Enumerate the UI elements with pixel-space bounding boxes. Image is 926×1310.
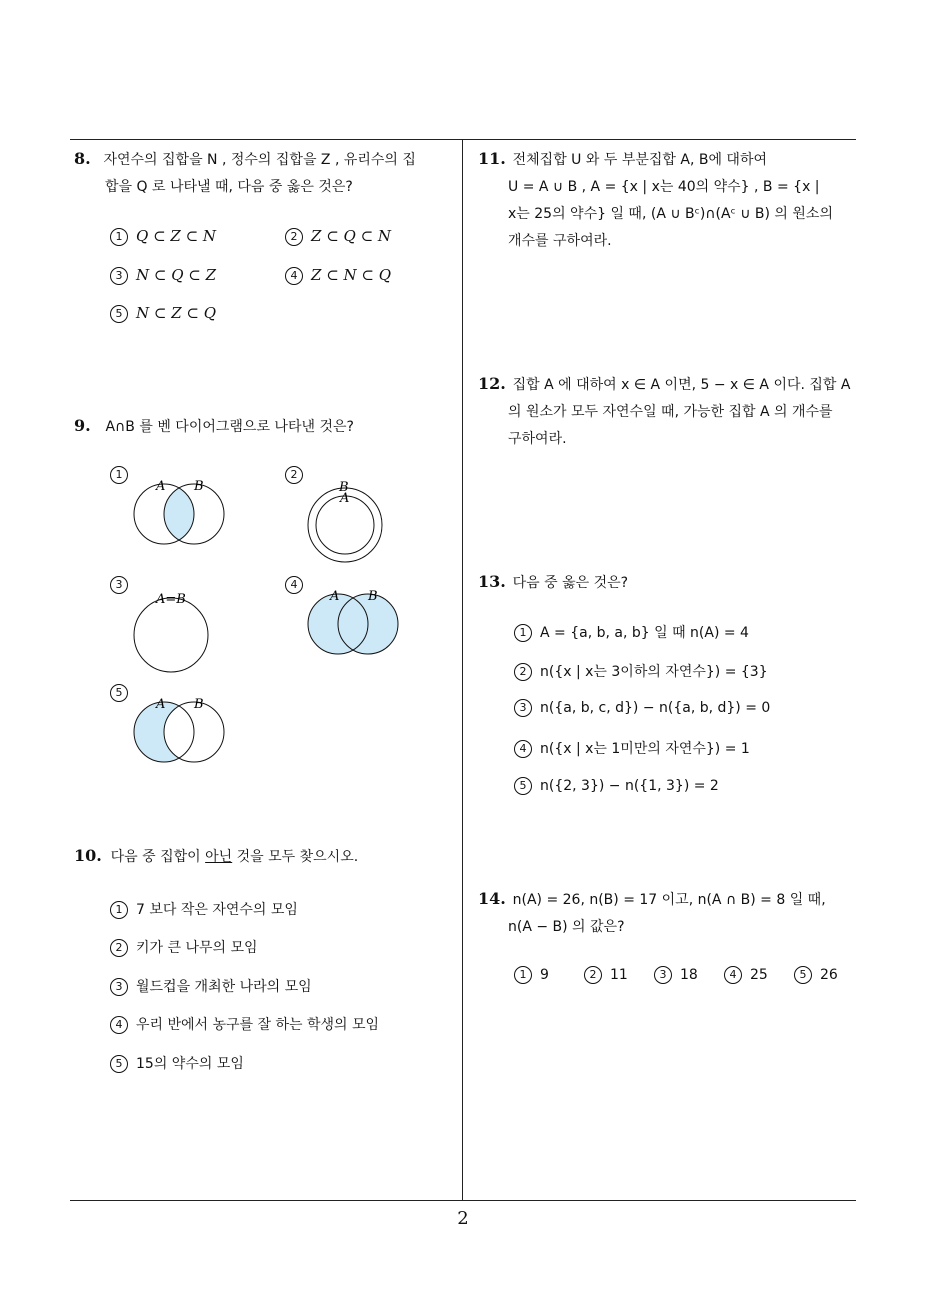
question-number: 13.: [478, 572, 506, 591]
column-divider: [462, 139, 463, 1201]
venn-diagram-1[interactable]: [126, 476, 236, 548]
question-number: 8.: [74, 149, 91, 168]
question-stem-line: n(A − B) 의 값은?: [508, 919, 625, 935]
venn-diagram-4[interactable]: [300, 586, 410, 658]
question-stem-line: U = A ∪ B , A = {x | x는 40의 약수} , B = {x |: [508, 179, 820, 195]
question-number: 10.: [74, 846, 102, 865]
venn-diagram-3[interactable]: [126, 588, 216, 674]
choice-number: 1: [110, 466, 128, 484]
set-a-label: A: [340, 491, 350, 506]
set-ab-circle: [134, 598, 208, 672]
choice-number: 3: [110, 978, 128, 996]
choice-number: 5: [794, 966, 812, 984]
option-text: 15의 약수의 모임: [136, 1056, 244, 1072]
question-9: [74, 413, 459, 440]
question-stem-line: 합을 Q 로 나타낼 때, 다음 중 옳은 것은?: [105, 179, 353, 195]
choice-number: 1: [514, 624, 532, 642]
option-4[interactable]: [724, 966, 768, 984]
option-text: 9: [540, 967, 549, 983]
bottom-rule: [70, 1200, 856, 1201]
question-14: [478, 886, 863, 940]
question-number: 12.: [478, 374, 506, 393]
option-4[interactable]: [110, 1014, 379, 1034]
question-number: 11.: [478, 149, 506, 168]
option-text: N ⊂ Q ⊂ Z: [136, 266, 217, 284]
choice-number: 4: [110, 1016, 128, 1034]
option-3[interactable]: [514, 699, 770, 717]
choice-number: 2: [514, 663, 532, 681]
option-1[interactable]: [514, 966, 549, 984]
option-1[interactable]: [110, 899, 298, 919]
choice-number: 5: [110, 1055, 128, 1073]
set-b-label: B: [339, 480, 349, 495]
set-a-label: A: [156, 697, 166, 712]
option-text: 월드컵을 개최한 나라의 모임: [136, 979, 312, 995]
option-text: n({x | x는 1미만의 자연수}) = 1: [540, 741, 750, 757]
option-2[interactable]: [514, 661, 768, 681]
choice-number: 2: [584, 966, 602, 984]
option-4[interactable]: [514, 738, 750, 758]
option-text: 18: [680, 967, 698, 983]
question-number: 14.: [478, 889, 506, 908]
option-2[interactable]: [584, 966, 628, 984]
option-text: 26: [820, 967, 838, 983]
venn-diagram-5[interactable]: [126, 694, 236, 766]
choice-number: 2: [285, 466, 303, 484]
option-5[interactable]: [514, 777, 719, 795]
option-2[interactable]: [285, 227, 391, 246]
choice-number: 5: [514, 777, 532, 795]
choice-number: 1: [110, 228, 128, 246]
set-a-label: A: [330, 589, 340, 604]
option-5[interactable]: [794, 966, 838, 984]
question-stem-line: x는 25의 약수} 일 때, (A ∪ Bᶜ)∩(Aᶜ ∪ B) 의 원소의: [508, 206, 833, 222]
question-stem-pre: 다음 중 집합이: [110, 849, 206, 865]
set-b-label: B: [194, 479, 204, 494]
set-b-label: B: [368, 589, 378, 604]
question-stem-line: 집합 A 에 대하여 x ∈ A 이면, 5 − x ∈ A 이다. 집합 A: [512, 377, 851, 393]
choice-number: 1: [514, 966, 532, 984]
option-4[interactable]: [285, 266, 391, 285]
choice-number: 3: [110, 267, 128, 285]
question-stem-underlined: 아닌: [205, 849, 233, 865]
question-stem: A∩B 를 벤 다이어그램으로 나타낸 것은?: [105, 419, 354, 435]
choice-number: 2: [110, 939, 128, 957]
option-text: N ⊂ Z ⊂ Q: [136, 304, 217, 322]
option-text: A = {a, b, a, b} 일 때 n(A) = 4: [540, 625, 749, 641]
option-text: Z ⊂ N ⊂ Q: [311, 266, 392, 284]
choice-number: 2: [285, 228, 303, 246]
set-ab-label: A=B: [156, 592, 186, 607]
option-5[interactable]: [110, 304, 216, 323]
option-text: n({a, b, c, d}) − n({a, b, d}) = 0: [540, 700, 771, 716]
option-text: Z ⊂ Q ⊂ N: [311, 227, 392, 245]
choice-number: 5: [110, 305, 128, 323]
choice-number: 4: [285, 267, 303, 285]
option-text: 25: [750, 967, 768, 983]
question-stem-post: 것을 모두 찾으시오.: [232, 849, 359, 865]
question-13: [478, 569, 863, 596]
page-number: 2: [457, 1208, 469, 1229]
option-1[interactable]: [110, 227, 216, 246]
option-text: 우리 반에서 농구를 잘 하는 학생의 모임: [136, 1017, 380, 1033]
question-stem-line: 자연수의 집합을 N , 정수의 집합을 Z , 유리수의 집: [103, 152, 416, 168]
choice-number: 4: [724, 966, 742, 984]
option-text: 키가 큰 나무의 모임: [136, 940, 258, 956]
choice-number: 4: [285, 576, 303, 594]
question-stem: 다음 중 옳은 것은?: [512, 575, 629, 591]
option-3[interactable]: [110, 976, 312, 996]
top-rule: [70, 139, 856, 140]
option-3[interactable]: [110, 266, 216, 285]
option-text: n({x | x는 3이하의 자연수}) = {3}: [540, 664, 768, 680]
set-a-label: A: [156, 479, 166, 494]
question-number: 9.: [74, 416, 91, 435]
question-stem-line: 개수를 구하여라.: [508, 233, 612, 249]
set-b-label: B: [194, 697, 204, 712]
choice-number: 5: [110, 684, 128, 702]
choice-number: 3: [654, 966, 672, 984]
choice-number: 1: [110, 901, 128, 919]
option-text: Q ⊂ Z ⊂ N: [136, 227, 217, 245]
question-8: [74, 146, 459, 200]
question-12: [478, 371, 863, 452]
option-text: 11: [610, 967, 628, 983]
choice-number: 4: [514, 740, 532, 758]
question-stem-line: 전체집합 U 와 두 부분집합 A, B에 대하여: [512, 152, 767, 168]
option-2[interactable]: [110, 937, 258, 957]
question-11: [478, 146, 863, 254]
option-1[interactable]: [514, 622, 749, 642]
option-5[interactable]: [110, 1053, 244, 1073]
option-3[interactable]: [654, 966, 698, 984]
question-stem-line: 구하여라.: [508, 431, 567, 447]
question-10: [74, 843, 459, 870]
venn-diagram-2[interactable]: [300, 478, 390, 564]
question-stem-line: 의 원소가 모두 자연수일 때, 가능한 집합 A 의 개수를: [508, 404, 833, 420]
option-text: 7 보다 작은 자연수의 모임: [136, 902, 298, 918]
question-stem-line: n(A) = 26, n(B) = 17 이고, n(A ∩ B) = 8 일 때,: [512, 892, 826, 908]
choice-number: 3: [514, 699, 532, 717]
option-text: n({2, 3}) − n({1, 3}) = 2: [540, 778, 719, 794]
choice-number: 3: [110, 576, 128, 594]
